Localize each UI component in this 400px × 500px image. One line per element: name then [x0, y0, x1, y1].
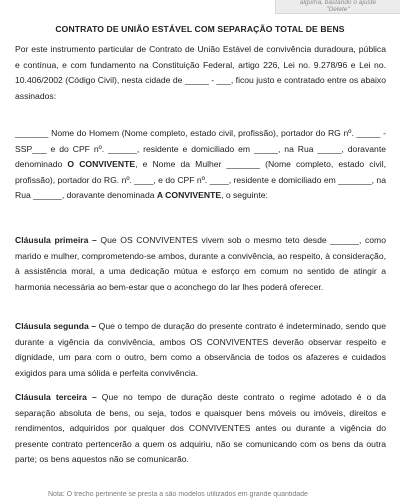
clause-first-label: Cláusula primeira –: [15, 235, 97, 245]
parties-text-3: , o seguinte:: [221, 190, 268, 201]
document-title: CONTRATO DE UNIÃO ESTÁVEL COM SEPARAÇÃO TOTAL DE BENS: [55, 24, 345, 34]
clause-third-text: Que no tempo de duração deste contrato o regime adotado é o da separação absoluta de bens, ou seja, todos e quaisquer bens móveis ou imóveis, direitos e rendimentos, adquiridos por qualquer dos CONVIVENTES antes ou durante a vigência do presente contrato pertencerão a quem os adquiriu, não se comunicando com os bens da outra parte; os bens aquestos não se comunicarão.: [15, 392, 386, 465]
editing-tip-note: [275, 0, 400, 14]
clause-second: [15, 319, 386, 381]
clause-third-label: Cláusula terceira –: [15, 392, 97, 402]
editing-tip-line-1: alguma, bastando o ajuste: [299, 0, 377, 6]
a-convivente-term: A CONVIVENTE: [156, 190, 222, 201]
parties-paragraph: [15, 126, 386, 204]
clause-third: [15, 390, 386, 468]
clause-second-text: Que o tempo de duração do presente contrato é indeterminado, sendo que durante a vigência da convivência, ambos OS CONVIVENTES deverão observar respeito e dignidade, um para com o outro, bem como a observância de todos os afazeres e cuidados exigidos para uma sólida e perfeita convivência.: [15, 321, 386, 378]
parties-text-1: _______ Nome do Homem (Nome completo, estado civil, profissão), portador do RG nº. _____ - SSP___ e do CPF nº. ______, residente e domiciliado em _____, na Rua _____, doravante denominado: [15, 128, 386, 170]
parties-text-2: , e Nome da Mulher _______ (Nome completo, estado civil, profissão), portador do RG. nº. ____, e do CPF nº. ____, residente e domiciliado em _______, na Rua ______, doravante denominada: [15, 159, 386, 201]
clause-second-label: Cláusula segunda –: [15, 321, 97, 331]
footer-note: Nota: O trecho pertinente se presta a são modelos utilizados em grande quantidade: [48, 491, 308, 498]
clause-first: [15, 233, 386, 295]
editing-tip-line-2: "Delete": [326, 5, 350, 13]
o-convivente-term: O CONVIVENTE: [67, 159, 136, 170]
clause-first-text: Que OS CONVIVENTES vivem sob o mesmo teto desde ______, como marido e mulher, comprometendo-se ambos, durante a convivência, ao respeito, à consideração, à assistência moral, a uma dedicação mútua e esforço em comum no sentido de atingir a harmonia necessária ao bem-estar que o aconchego do lar lhes poderá oferecer.: [15, 235, 386, 292]
intro-paragraph: Por este instrumento particular de Contrato de União Estável de convivência duradoura, pública e contínua, e com fundamento na Constituição Federal, artigo 226, Lei no. 9.278/96 e Lei no. 10.406/2002 (Código Civil), nesta cidade de _____ - ___, ficou justo e contratado entre os abaixo assinados:: [15, 44, 386, 101]
